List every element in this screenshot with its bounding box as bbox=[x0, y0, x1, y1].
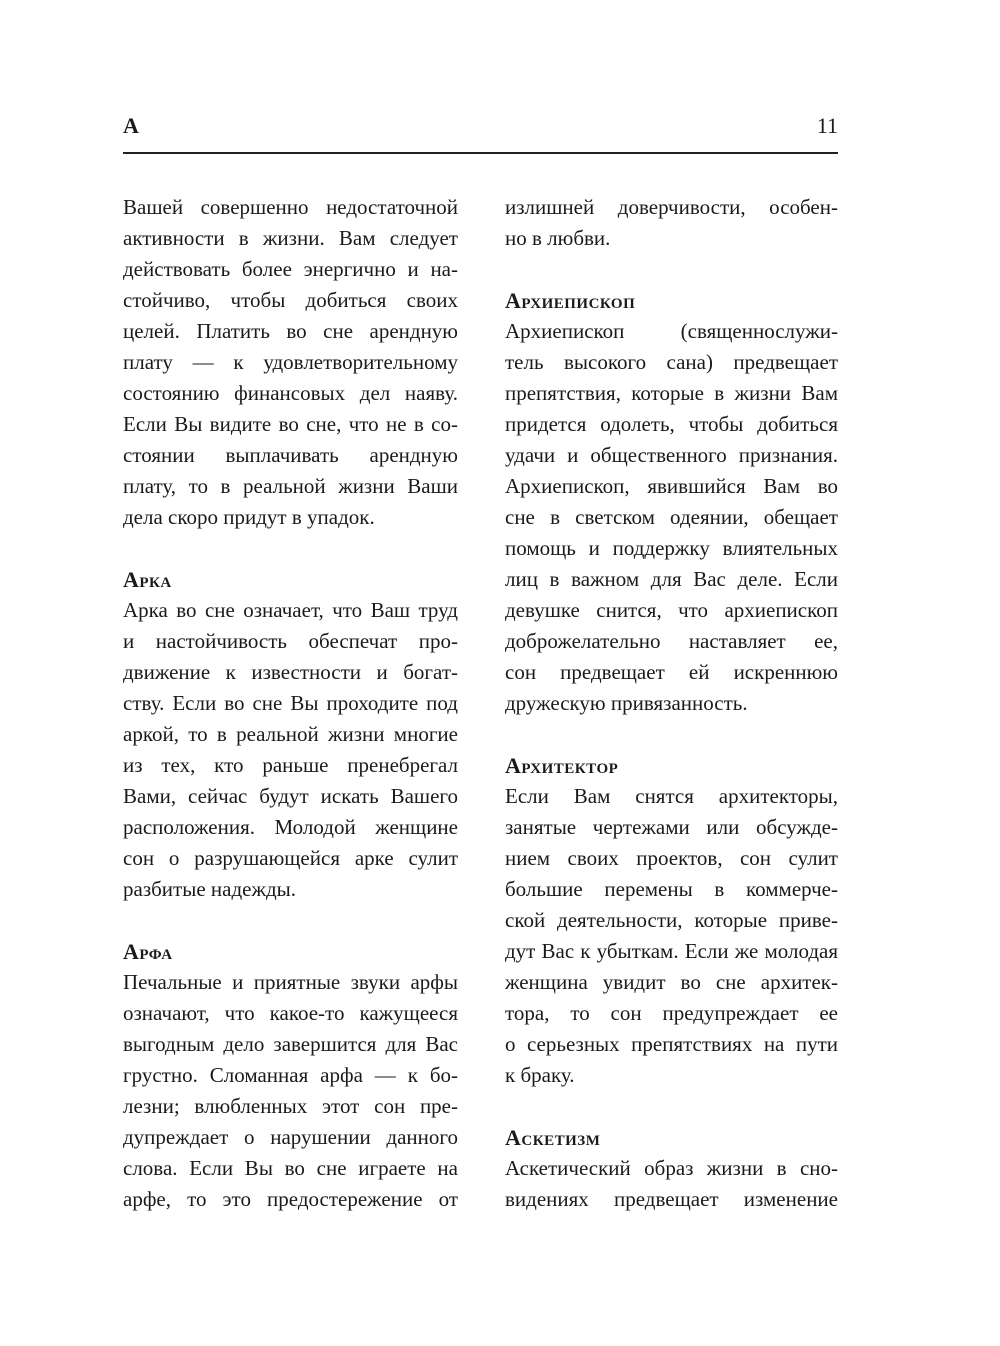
text-line: расположения. Молодой женщине bbox=[123, 815, 458, 839]
text-line: дут Вас к убыткам. Если же молодая bbox=[505, 939, 838, 963]
text-line: доброжелательно наставляет ее, bbox=[505, 629, 838, 653]
dictionary-entry bbox=[123, 564, 458, 905]
text-line: грустно. Сломанная арфа — к бо- bbox=[123, 1063, 458, 1087]
text-line: дела скоро придут в упадок. bbox=[123, 505, 375, 529]
text-line: дупреждает о нарушении данного bbox=[123, 1125, 458, 1149]
text-line: тора, то сон предупреждает ее bbox=[505, 1001, 838, 1025]
text-line: Аскетический образ жизни в сно- bbox=[505, 1156, 838, 1180]
text-line: препятствия, которые в жизни Вам bbox=[505, 381, 838, 405]
running-header-letter: А bbox=[123, 113, 139, 138]
text-line: и настойчивость обеспечат про- bbox=[123, 629, 458, 653]
text-line: придется одолеть, чтобы добиться bbox=[505, 412, 838, 436]
text-line: к браку. bbox=[505, 1063, 575, 1087]
text-line: сне в светском одеянии, обещает bbox=[505, 505, 838, 529]
text-line: дружескую привязанность. bbox=[505, 691, 748, 715]
text-line: слова. Если Вы во сне играете на bbox=[123, 1156, 458, 1180]
page-number: 11 bbox=[816, 113, 838, 138]
dictionary-entry bbox=[123, 936, 458, 1215]
text-line: тель высокого сана) предвещает bbox=[505, 350, 838, 374]
text-line: активности в жизни. Вам следует bbox=[123, 226, 458, 250]
entry-continuation bbox=[123, 192, 458, 533]
text-line: движение к известности и богат- bbox=[123, 660, 458, 684]
text-line: арфе, то это предостережение от bbox=[123, 1187, 458, 1211]
text-line: о серьезных препятствиях на пути bbox=[505, 1032, 838, 1056]
dictionary-entry bbox=[505, 285, 838, 719]
entry-heading: Архиепископ bbox=[505, 288, 636, 313]
left-column bbox=[123, 192, 458, 1215]
text-line: ству. Если во сне Вы проходите под bbox=[123, 691, 458, 715]
text-line: целей. Платить во сне арендную bbox=[123, 319, 458, 343]
text-line: стоянии выплачивать арендную bbox=[123, 443, 458, 467]
text-line: Вашей совершенно недостаточной bbox=[123, 195, 458, 219]
text-line: действовать более энергично и на- bbox=[123, 257, 458, 281]
text-line: помощь и поддержку влиятельных bbox=[505, 536, 838, 560]
text-line: стойчиво, чтобы добиться своих bbox=[123, 288, 458, 312]
right-column bbox=[505, 192, 838, 1215]
text-line: лиц в важном для Вас деле. Если bbox=[505, 567, 838, 591]
text-line: но в любви. bbox=[505, 226, 611, 250]
entry-heading: Аскетизм bbox=[505, 1125, 601, 1150]
text-line: выгодным дело завершится для Вас bbox=[123, 1032, 458, 1056]
text-line: плату — к удовлетворительному bbox=[123, 350, 458, 374]
text-line: видениях предвещает изменение bbox=[505, 1187, 838, 1211]
text-line: сон о разрушающейся арке сулит bbox=[123, 846, 458, 870]
text-line: означают, что какое-то кажущееся bbox=[123, 1001, 458, 1025]
text-line: женщина увидит во сне архитек- bbox=[505, 970, 838, 994]
entry-heading: Арка bbox=[123, 567, 172, 592]
text-line: Арка во сне означает, что Ваш труд bbox=[123, 598, 458, 622]
text-line: лезни; влюбленных этот сон пре- bbox=[123, 1094, 458, 1118]
text-line: состоянию финансовых дел наяву. bbox=[123, 381, 458, 405]
text-line: сон предвещает ей искреннюю bbox=[505, 660, 838, 684]
text-line: занятые чертежами или обсужде- bbox=[505, 815, 838, 839]
text-line: Архиепископ (священнослужи- bbox=[505, 319, 838, 343]
text-line: Печальные и приятные звуки арфы bbox=[123, 970, 458, 994]
entry-heading: Архитектор bbox=[505, 753, 619, 778]
dictionary-entry bbox=[505, 1122, 838, 1215]
entry-continuation bbox=[505, 192, 838, 254]
text-line: Архиепископ, явившийся Вам во bbox=[505, 474, 838, 498]
text-line: Вами, сейчас будут искать Вашего bbox=[123, 784, 458, 808]
text-line: нием своих проектов, сон сулит bbox=[505, 846, 838, 870]
text-line: девушке снится, что архиепископ bbox=[505, 598, 838, 622]
text-line: Если Вам снятся архитекторы, bbox=[505, 784, 838, 808]
dictionary-entry bbox=[505, 750, 838, 1091]
text-line: из тех, кто раньше пренебрегал bbox=[123, 753, 458, 777]
text-line: Если Вы видите во сне, что не в со- bbox=[123, 412, 458, 436]
text-line: излишней доверчивости, особен- bbox=[505, 195, 838, 219]
text-line: аркой, то в реальной жизни многие bbox=[123, 722, 458, 746]
header-rule bbox=[123, 152, 838, 154]
text-line: плату, то в реальной жизни Ваши bbox=[123, 474, 458, 498]
text-line: ской деятельности, которые приве- bbox=[505, 908, 838, 932]
text-line: удачи и общественного признания. bbox=[505, 443, 838, 467]
text-line: большие перемены в коммерче- bbox=[505, 877, 838, 901]
text-line: разбитые надежды. bbox=[123, 877, 297, 901]
entry-heading: Арфа bbox=[123, 939, 173, 964]
